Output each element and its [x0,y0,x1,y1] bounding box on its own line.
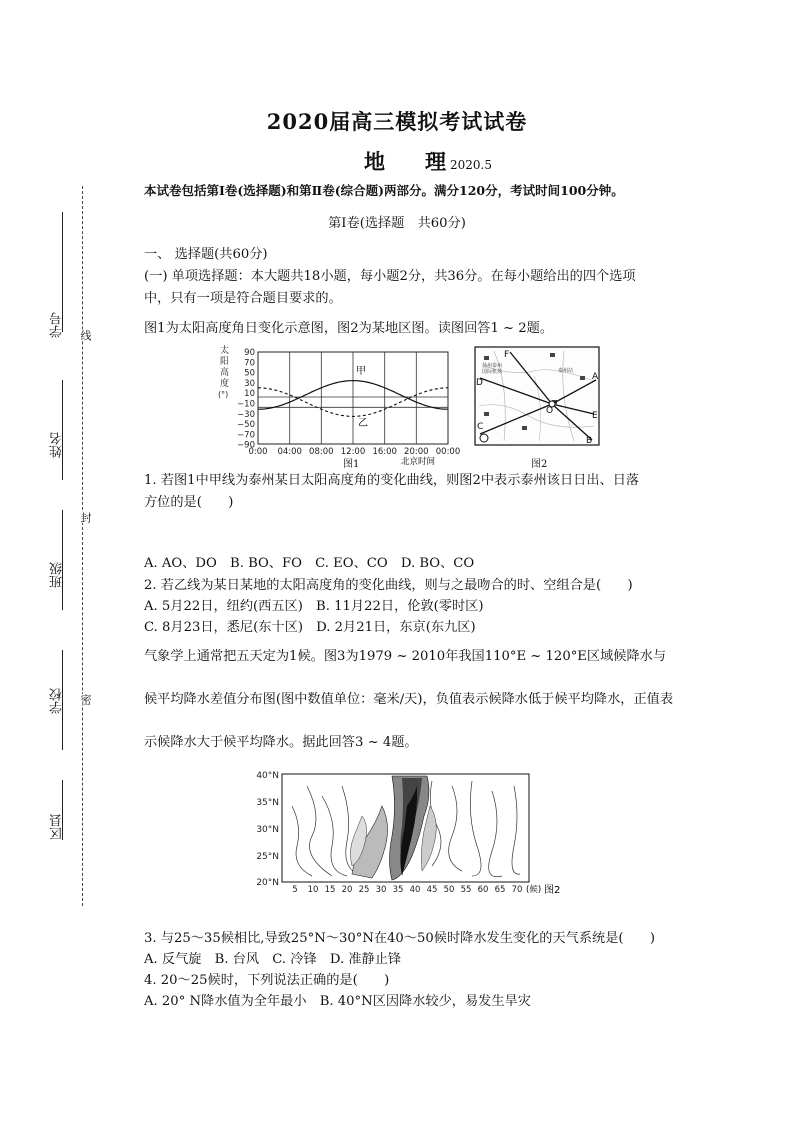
fig3-xtick: 25 [358,885,370,895]
fig1-ytick: 70 [244,358,255,369]
seal-mark-secret: 密 [79,694,92,705]
fig1-xtick: 04:00 [277,447,302,457]
fig2-letter-A: A [592,372,599,382]
field-label-name: 姓名 [50,432,65,458]
fig2-place-label: 泰州站 [558,368,574,374]
fig3-ytick: 30°N [256,825,279,835]
figure-intro-2-line-3: 示候降水大于候平均降水。据此回答3 ~ 4题。 [144,735,418,750]
question-1-line-2: 方位的是( ) [144,495,234,510]
question-2-options-line-1: A. 5月22日，纽约(西五区) B. 11月22日，伦敦(零时区) [144,599,484,614]
exam-intro: 本试卷包括第Ⅰ卷(选择题)和第Ⅱ卷(综合题)两部分。满分120分，考试时间100分钟。 [144,183,624,198]
fig2-letter-E: E [592,411,598,421]
question-2-options-line-2: C. 8月23日，悉尼(东十区) D. 2月21日，东京(东九区) [144,620,476,635]
fig3-xtick: 55 [460,885,472,895]
fig3-xtick: 35 [392,885,404,895]
figure-2-caption: 图2 [531,459,548,470]
fig1-xtick: 16:00 [372,447,397,457]
fig3-ytick: 35°N [256,798,279,808]
fig2-letter-B: B [586,436,593,446]
figure-1-caption: 图1 [343,459,360,470]
fig3-xtick: 45 [426,885,438,895]
seal-mark-line: 线 [79,330,92,341]
fig2-letter-O: O [546,406,554,416]
field-label-student-id: 学号 [50,312,65,338]
fig1-ytick: 10 [244,389,255,400]
fig3-xtick: 30 [375,885,387,895]
field-underline [62,510,63,610]
fig3-xtick: 65 [494,885,506,895]
fig1-ytick: −30 [237,409,255,420]
fig3-caption: 图2 [544,885,561,896]
fig1-ylabel-char: 太 [220,346,230,356]
fig3-ytick: 20°N [256,878,279,888]
question-1-options: A. AO、DO B. BO、FO C. EO、CO D. BO、CO [144,556,475,571]
fig3-xunit: (候) [526,885,542,895]
fig1-xtick: 0:00 [248,447,268,457]
figure-intro-2-line-2: 候平均降水差值分布图(图中数值单位：毫米/天)，负值表示候降水低于候平均降水，正值表 [144,692,674,707]
fig3-xtick: 40 [409,885,421,895]
fig1-ylabel-char: 阳 [220,357,230,367]
field-underline [62,380,63,480]
fig3-xtick: 5 [292,885,298,895]
part-one-heading: 一、 选择题(共60分) [144,247,268,262]
seal-mark-seal: 封 [79,512,92,523]
fig2-letter-D: D [476,378,483,388]
fig3-ytick: 40°N [256,771,279,781]
fig2-place-label: 扬州泰州 [482,363,503,369]
instruction-line-1: (一) 单项选择题：本大题共18小题，每小题2分，共36分。在每小题给出的四个选项 [144,269,636,284]
fig1-label-yi: 乙 [358,418,368,429]
question-4-options: A. 20° N降水值为全年最小 B. 40°N区因降水较少，易发生旱灾 [144,994,531,1009]
field-label-school: 学校 [50,688,65,714]
question-3-stem: 3. 与25～35候相比,导致25°N～30°N在40～50候时降水发生变化的天气系统是( ) [144,931,656,946]
fig3-xtick: 20 [341,885,353,895]
figure-1-solar-altitude-chart [218,344,466,472]
fig1-ylabel-char: 度 [220,379,230,389]
fig3-xtick: 15 [324,885,336,895]
fig1-ytick: −10 [237,399,255,410]
fig1-ytick: 50 [244,368,255,379]
figure-intro-2-line-1: 气象学上通常把五天定为1候。图3为1979 ~ 2010年我国110°E ~ 120°E区域候降水与 [144,649,667,664]
fig1-ytick: 30 [244,378,255,389]
question-1-line-1: 1. 若图1中甲线为泰州某日太阳高度角的变化曲线，则图2中表示泰州该日日出、日落 [144,473,640,488]
fig3-ytick: 25°N [256,852,279,862]
fig1-ylabel-char: 高 [220,368,230,378]
subject-heading [364,146,492,176]
fig1-xtick: 00:00 [435,447,461,457]
question-3-options: A. 反气旋 B. 台风 C. 冷锋 D. 准静止锋 [144,952,402,967]
fig2-letter-F: F [504,350,510,360]
fig1-xtick: 12:00 [340,447,366,457]
fig3-xtick: 10 [307,885,319,895]
fig3-xtick: 50 [443,885,455,895]
fig3-xtick: 60 [477,885,489,895]
fig3-xtick: 70 [511,885,523,895]
figure-2-area-map [474,346,602,448]
fig1-ytick: −70 [237,430,255,441]
fig1-ytick: 90 [244,348,255,358]
question-4-stem: 4. 20～25候时，下列说法正确的是( ) [144,973,390,988]
fig1-xtick: 08:00 [309,447,334,457]
page-title: 2020届高三模拟考试试卷 [266,109,528,134]
fig1-xtick: 20:00 [404,447,429,457]
fig1-ytick: −90 [237,440,255,451]
fig1-label-jia: 甲 [356,366,366,377]
figure-3-precipitation-anomaly-map [252,766,574,898]
fig1-xlabel: 北京时间 [400,457,436,467]
fig1-ylabel-unit: (°) [218,390,229,399]
exam-date: 2020.5 [450,158,492,172]
subject-char-1: 地 [364,149,385,174]
fig2-place-label: 国际机场 [482,369,503,375]
field-label-district: 区县 [50,814,65,840]
fig1-ytick: −50 [237,420,255,431]
question-2-stem: 2. 若乙线为某日某地的太阳高度角的变化曲线，则与之最吻合的时、空组合是( ) [144,578,633,593]
instruction-line-2: 中，只有一项是符合题目要求的。 [144,291,342,306]
figure-intro-1: 图1为太阳高度角日变化示意图，图2为某地区图。读图回答1 ~ 2题。 [144,321,554,336]
field-label-class: 班级 [50,562,65,588]
section-title: 第Ⅰ卷(选择题 共60分) [328,216,466,231]
subject-char-2: 理 [425,149,446,174]
fig2-letter-C: C [477,422,484,432]
binding-dashed-line [82,186,83,906]
